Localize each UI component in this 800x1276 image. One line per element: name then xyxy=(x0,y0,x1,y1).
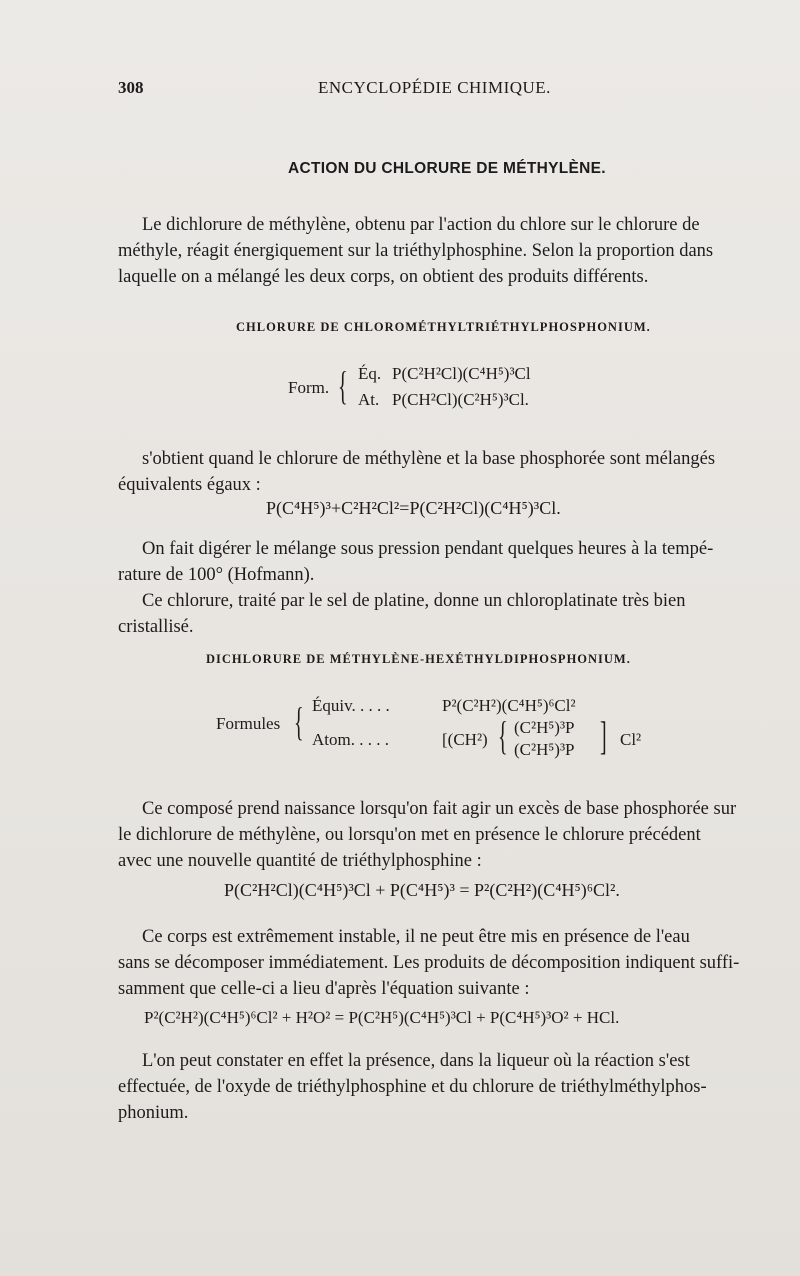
at-label: At. xyxy=(358,390,380,409)
text-line: méthyle, réagit énergiquement sur la triéthylphosphine. Selon la proportion dans xyxy=(118,241,714,261)
text-line: L'on peut constater en effet la présence, dans la liqueur où la réaction s'est xyxy=(142,1051,690,1071)
intro-paragraph xyxy=(118,212,758,290)
atom-label: Atom. . . . . xyxy=(312,730,389,749)
eq-label: Éq. xyxy=(358,364,382,383)
text-line: On fait digérer le mélange sous pression pendant quelques heures à la tempé- xyxy=(142,539,714,559)
paragraph-2 xyxy=(118,446,758,498)
equiv-formula: P²(C²H²)(C⁴H⁵)⁶Cl² xyxy=(442,696,576,715)
paragraph-7 xyxy=(118,1048,758,1126)
right-bracket-icon: ] xyxy=(600,713,607,758)
compound1-title: CHLORURE DE CHLOROMÉTHYLTRIÉTHYLPHOSPHONIUM. xyxy=(236,320,651,334)
formules-label: Formules xyxy=(216,714,281,733)
compound2-title: DICHLORURE DE MÉTHYLÈNE-HEXÉTHYLDIPHOSPHONIUM. xyxy=(206,652,631,666)
text-line: Ce corps est extrêmement instable, il ne peut être mis en présence de l'eau xyxy=(142,927,690,947)
equation-1: P(C⁴H⁵)³+C²H²Cl²=P(C²H²Cl)(C⁴H⁵)³Cl. xyxy=(266,498,561,518)
text-line: samment que celle-ci a lieu d'après l'équation suivante : xyxy=(118,979,530,999)
running-head xyxy=(118,78,758,102)
atom-suffix: Cl² xyxy=(620,730,642,749)
text-line: Ce composé prend naissance lorsqu'on fait agir un excès de base phosphorée sur xyxy=(142,799,737,819)
equation-2: P(C²H²Cl)(C⁴H⁵)³Cl + P(C⁴H⁵)³ = P²(C²H²)(C⁴H⁵)⁶Cl². xyxy=(224,880,620,900)
at-formula: P(CH²Cl)(C²H⁵)³Cl. xyxy=(392,390,529,409)
paragraph-4 xyxy=(118,588,758,640)
text-line: équivalents égaux : xyxy=(118,475,261,495)
text-line: Ce chlorure, traité par le sel de platine, donne un chloroplatinate très bien xyxy=(142,591,686,611)
text-line: le dichlorure de méthylène, ou lorsqu'on met en présence le chlorure précédent xyxy=(118,825,701,845)
atom-top: (C²H⁵)³P xyxy=(514,718,575,737)
paragraph-6 xyxy=(118,924,758,1002)
text-line: cristallisé. xyxy=(118,617,194,637)
text-line: rature de 100° (Hofmann). xyxy=(118,565,315,585)
text-line: s'obtient quand le chlorure de méthylène et la base phosphorée sont mélangés xyxy=(142,449,716,469)
eq-formula: P(C²H²Cl)(C⁴H⁵)³Cl xyxy=(392,364,531,383)
section-title: ACTION DU CHLORURE DE MÉTHYLÈNE. xyxy=(288,160,606,177)
form-label: Form. xyxy=(288,378,330,397)
text-line: avec une nouvelle quantité de triéthylphosphine : xyxy=(118,851,482,871)
text-line: effectuée, de l'oxyde de triéthylphosphine et du chlorure de triéthylméthylphos- xyxy=(118,1077,707,1097)
left-brace-icon: { xyxy=(294,699,304,744)
paragraph-3 xyxy=(118,536,758,588)
compound2-formula-block xyxy=(216,692,676,762)
text-line: phonium. xyxy=(118,1103,189,1123)
atom-bottom: (C²H⁵)³P xyxy=(514,740,575,759)
atom-prefix: [(CH²) xyxy=(442,730,488,749)
left-brace-icon: { xyxy=(498,713,508,758)
text-line: sans se décomposer immédiatement. Les produits de décomposition indiquent suffi- xyxy=(118,953,740,973)
equation-3: P²(C²H²)(C⁴H⁵)⁶Cl² + H²O² = P(C²H⁵)(C⁴H⁵)³Cl + P(C⁴H⁵)³O² + HCl. xyxy=(144,1008,620,1027)
text-line: laquelle on a mélangé les deux corps, on obtient des produits différents. xyxy=(118,267,649,287)
page-number: 308 xyxy=(118,78,144,97)
equiv-label: Équiv. . . . . xyxy=(312,696,390,715)
left-brace-icon: { xyxy=(338,363,348,408)
text-line: Le dichlorure de méthylène, obtenu par l'action du chlore sur le chlorure de xyxy=(142,215,700,235)
compound1-formula-block xyxy=(288,362,588,418)
paragraph-5 xyxy=(118,796,758,874)
journal-title: ENCYCLOPÉDIE CHIMIQUE. xyxy=(318,78,551,97)
